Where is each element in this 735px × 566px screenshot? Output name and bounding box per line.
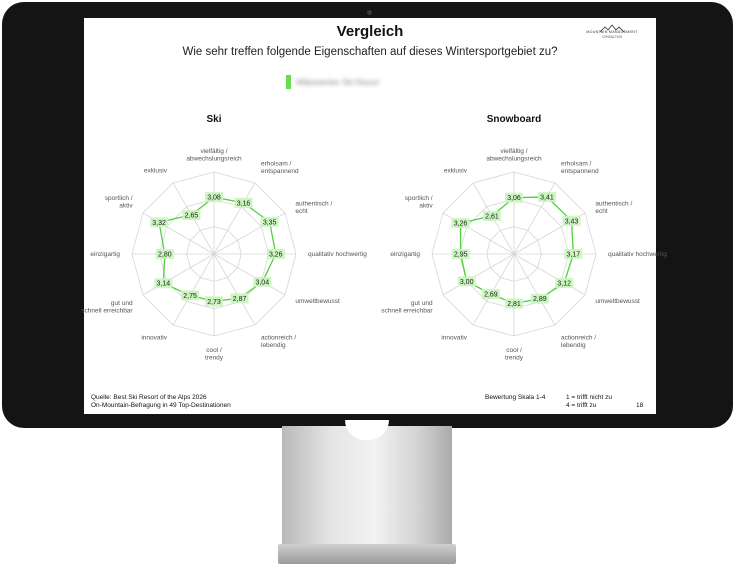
axis-label-line: cool / [206,347,222,354]
axis-label-line: erholsam / [561,160,592,168]
data-label: 2,87 [232,295,247,303]
data-label: 3,06 [507,195,521,203]
radar-chart-ski [81,106,367,386]
axis-label [295,201,332,216]
scale-label: Bewertung Skala 1-4 [485,394,546,401]
source-note [91,394,231,410]
axis-label [595,298,640,305]
logo-subtext: CONSULTING [601,35,623,39]
axis-label [405,195,434,210]
slide-title: Vergleich [336,23,404,40]
data-label: 2,65 [184,212,199,220]
axis-label-line: qualitativ hochwertig [308,251,367,258]
axis-label-line: abwechslungsreich [186,155,242,163]
axis-label [441,334,467,341]
axis-label-line: echt [295,208,308,215]
axis-label-line: echt [595,208,608,215]
legend-swatch [286,75,291,89]
grid-spoke [214,251,285,295]
legend-label: Mitbewerber Ski Resort [296,78,380,87]
axis-label-line: sportlich / [104,195,133,202]
page-number: 18 [636,402,644,409]
monitor-frame [2,2,733,428]
source-line-1: Quelle: Best Ski Resort of the Alps 2026 [91,394,207,401]
company-logo [580,21,644,45]
axis-label-line: gut und [410,300,433,307]
slide [81,18,667,414]
axis-label [308,251,367,258]
data-label: 3,17 [566,251,581,259]
axis-label [261,334,296,349]
axis-label [144,168,168,175]
source-line-2: On-Mountain-Befragung in 49 Top-Destinationen [91,402,231,409]
axis-label-line: einzigartig [90,251,120,258]
data-label: 3,41 [540,194,554,202]
monitor-stand-base [278,544,456,564]
axis-label-line: trendy [204,354,224,362]
axis-label-line: einzigartig [390,251,420,258]
camera-dot [367,10,372,15]
monitor-stand [282,426,452,546]
grid-spoke [514,254,555,325]
axis-label [81,300,133,315]
axis-label [608,251,667,258]
axis-label-line: trendy [504,354,524,362]
axis-label-line: sportlich / [404,195,433,202]
axis-label [186,148,242,163]
data-label: 3,35 [262,219,277,227]
axis-label [486,148,542,163]
axis-label [444,168,468,175]
data-label: 2,73 [207,298,221,306]
axis-label [90,251,120,258]
axis-label [390,251,420,258]
grid-spoke [443,251,514,295]
axis-label-line: abwechslungsreich [486,155,542,163]
axis-label-line: authentisch / [595,200,633,208]
axis-label [561,161,599,176]
axis-label [141,334,167,341]
axis-label-line: erholsam / [261,160,292,168]
axis-label-line: innovativ [441,334,467,342]
axis-label-line: schnell erreichbar [381,307,433,315]
axis-label-line: cool / [506,347,522,354]
logo-text: MOUNTAIN MANAGEMENT [586,30,638,34]
chart-legend [286,75,386,91]
axis-label-line: vielfältig / [200,148,228,155]
axis-label-line: vielfältig / [500,148,528,155]
data-label: 2,81 [507,300,521,308]
axis-label-line: entspannend [261,168,299,176]
data-label: 3,08 [207,194,221,202]
data-label: 2,61 [485,213,499,221]
data-label: 3,00 [459,278,474,286]
axis-label-line: umweltbewusst [295,298,340,305]
data-label: 2,95 [453,251,468,259]
scale-low: 1 = trifft nicht zu [566,394,612,401]
grid-spoke [173,254,214,325]
axis-label-line: entspannend [561,168,599,176]
chart-title: Snowboard [486,114,542,125]
chart-title: Ski [206,114,222,125]
axis-label-line: innovativ [141,334,167,342]
data-label: 3,26 [268,251,283,259]
axis-label [595,201,632,216]
axis-label [505,347,524,362]
data-label: 2,89 [533,296,547,304]
data-label: 3,43 [564,218,579,226]
grid-spoke [143,251,214,295]
axis-label-line: lebendig [261,341,286,349]
axis-label [295,298,340,305]
data-label: 3,14 [156,280,171,288]
axis-label-line: aktiv [419,202,433,210]
axis-label-line: exklusiv [443,167,467,175]
axis-label [105,195,134,210]
radar-chart-snowboard [381,106,667,386]
axis-label [561,334,596,349]
grid-spoke [214,254,255,325]
data-label: 2,69 [484,291,498,299]
data-label: 2,75 [183,292,197,300]
data-label: 3,26 [453,220,468,228]
axis-label-line: exklusiv [143,167,167,175]
axis-label-line: umweltbewusst [595,298,640,305]
axis-label [261,161,299,176]
axis-label-line: lebendig [561,341,586,349]
axis-label-line: actionreich / [261,334,297,342]
axis-label-line: actionreich / [561,334,597,342]
axis-label-line: schnell erreichbar [81,307,133,315]
data-label: 3,16 [236,200,251,208]
axis-label [381,300,433,315]
scale-legend [566,394,612,410]
data-label: 3,32 [152,219,166,227]
data-label: 3,12 [557,280,571,288]
axis-label-line: qualitativ hochwertig [608,251,667,258]
grid-spoke [514,251,585,295]
slide-question: Wie sehr treffen folgende Eigenschaften auf dieses Wintersportgebiet zu? [182,46,558,58]
axis-label [205,347,224,362]
data-label: 3,04 [255,279,270,287]
axis-label-line: authentisch / [295,200,333,208]
axis-label-line: aktiv [119,202,133,210]
data-label: 2,80 [157,251,172,259]
axis-label-line: gut und [110,300,133,307]
scale-high: 4 = trifft zu [566,402,597,409]
